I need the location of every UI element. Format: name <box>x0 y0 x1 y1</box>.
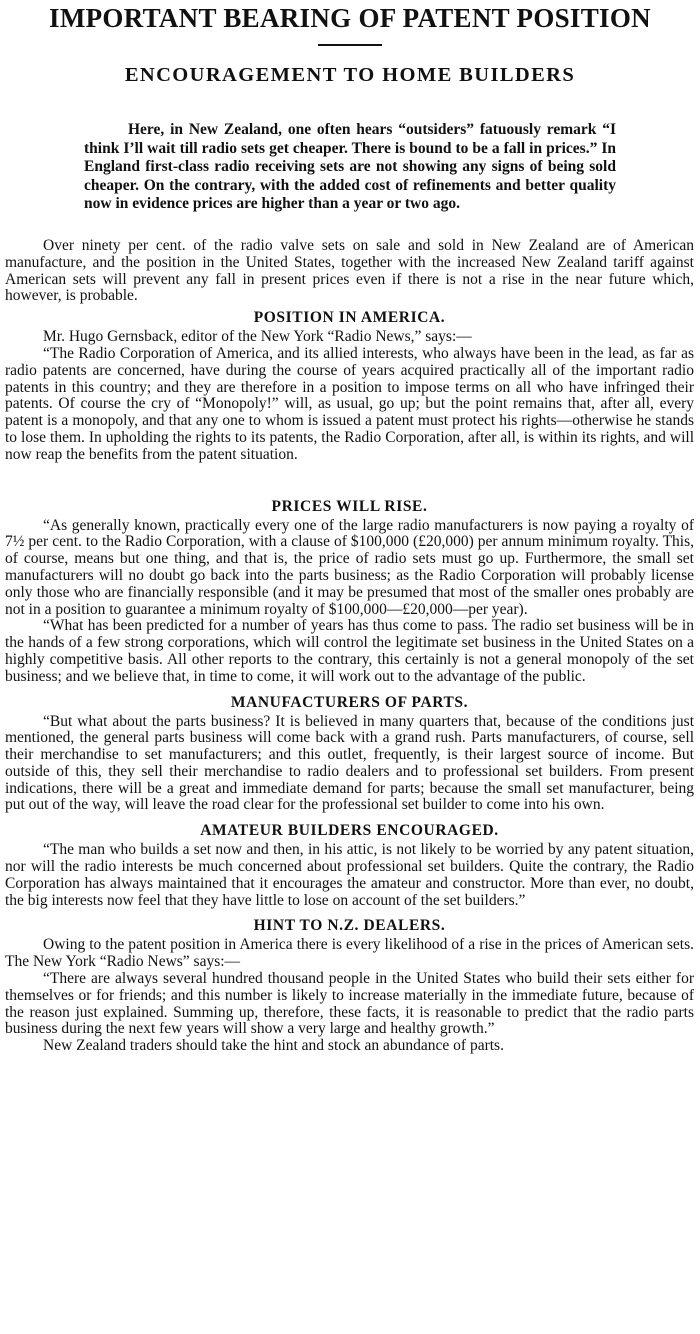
column-gap <box>5 814 694 818</box>
section-paragraph: Owing to the patent position in America there is every likelihood of a rise in the prices of American sets. The New York “Radio News” says:— <box>5 936 694 971</box>
section-heading-prices-will-rise: PRICES WILL RISE. <box>271 497 428 515</box>
column-gap <box>5 686 694 690</box>
column-gap <box>5 464 694 494</box>
section-paragraph: New Zealand traders should take the hint and stock an abundance of parts. <box>43 1037 504 1055</box>
section-paragraph: “There are always several hundred thousand people in the United States who build their sets either for themselves or for friends; and this number is likely to increase materially in the immediate future, because of the reason just explained. Summing up, therefore, these facts, it is reasonable to predict that the radio parts business during the next few years will show a very large and healthy growth.” <box>5 970 694 1038</box>
opening-paragraph: Over ninety per cent. of the radio valve sets on sale and sold in New Zealand are of American manufacture, and the position in the United States, together with the increased New Zealand tariff against American sets will prevent any fall in present prices even if there is not a rise in the near future which, however, is probable. <box>5 236 694 305</box>
intro-paragraph: Here, in New Zealand, one often hears “outsiders” fatuously remark “I think I’ll wait till radio sets get cheaper. There is bound to be a fall in prices.” In England first-class radio receiving sets are not showing any signs of being sold cheaper. On the contrary, with the added cost of refinements and better quality now in evidence prices are higher than a year or two ago. <box>84 121 616 213</box>
section-heading-position-in-america: POSITION IN AMERICA. <box>253 309 446 327</box>
article-body <box>5 238 694 1055</box>
section-heading-amateur-builders-encouraged: AMATEUR BUILDERS ENCOURAGED. <box>200 822 499 840</box>
section-paragraph: “The man who builds a set now and then, in his attic, is not likely to be worried by any patent situation, nor will the radio interests be much concerned about professional set builders. Quite the contrary, the Radio Corporation has always maintained that it encourages the amateur and constructor. More than ever, no doubt, the big interests now feel that they have little to lose on account of the set builders.” <box>5 841 694 909</box>
section-heading-hint-to-nz-dealers: HINT TO N.Z. DEALERS. <box>253 917 446 935</box>
section-paragraph: “But what about the parts business? It is believed in many quarters that, because of the conditions just mentioned, the general parts business will come back with a grand rush. Parts manufacturers, of course, sell their merchandise to set manufacturers; and this outlet, frequently, is their largest source of income. But outside of this, they sell their merchandise to radio dealers and to professional set builders. From present indications, there will be a great and immediate demand for parts; because the small set manufacturer, being put out of the way, will leave the road clear for the professional set builder to come into his own. <box>5 712 694 814</box>
section-paragraph: “The Radio Corporation of America, and its allied interests, who always have been in the lead, as far as radio patents are concerned, have during the course of years acquired practically all of the important radio patents in this country; and they are therefore in a position to impose terms on all who have infringed their patents. Of course the cry of “Monopoly!” will, as usual, go up; but the point remains that, after all, every patent is a monopoly, and that any one to whom is issued a patent must protect his rights—otherwise he stands to lose them. In upholding the rights to its patents, the Radio Corporation, after all, is within its rights, and will now reap the benefits from the patent situation. <box>5 344 694 463</box>
section-paragraph: “As generally known, practically every one of the large radio manufacturers is now paying a royalty of 7½ per cent. to the Radio Corporation, with a clause of $100,000 (£20,000) per annum minimum royalty. This, of course, means but one thing, and that is, the price of radio sets must go up. Furthermore, the small set manufacturers will no doubt go back into the parts business; as the Radio Corporation will probably license only those who are financially responsible (and it may be presumed that most of the smaller ones probably are not in a position to guarantee a minimum royalty of $100,000—£20,000—per year). <box>5 516 694 618</box>
section-paragraph: “What has been predicted for a number of years has thus come to pass. The radio set business will be in the hands of a few strong corporations, which will control the legitimate set business in the United States on a highly competitive basis. All other reports to the contrary, this certainly is not a general monopoly of the set business; and we believe that, in time to come, it will work out to the advantage of the public. <box>5 617 694 685</box>
subheadline: ENCOURAGEMENT TO HOME BUILDERS <box>124 64 576 86</box>
section-heading-manufacturers-of-parts: MANUFACTURERS OF PARTS. <box>230 693 469 711</box>
section-paragraph: Mr. Hugo Gernsback, editor of the New York “Radio News,” says:— <box>43 328 472 346</box>
headline: IMPORTANT BEARING OF PATENT POSITION <box>49 3 651 33</box>
headline-rule <box>318 44 382 46</box>
column-gap <box>5 909 694 913</box>
